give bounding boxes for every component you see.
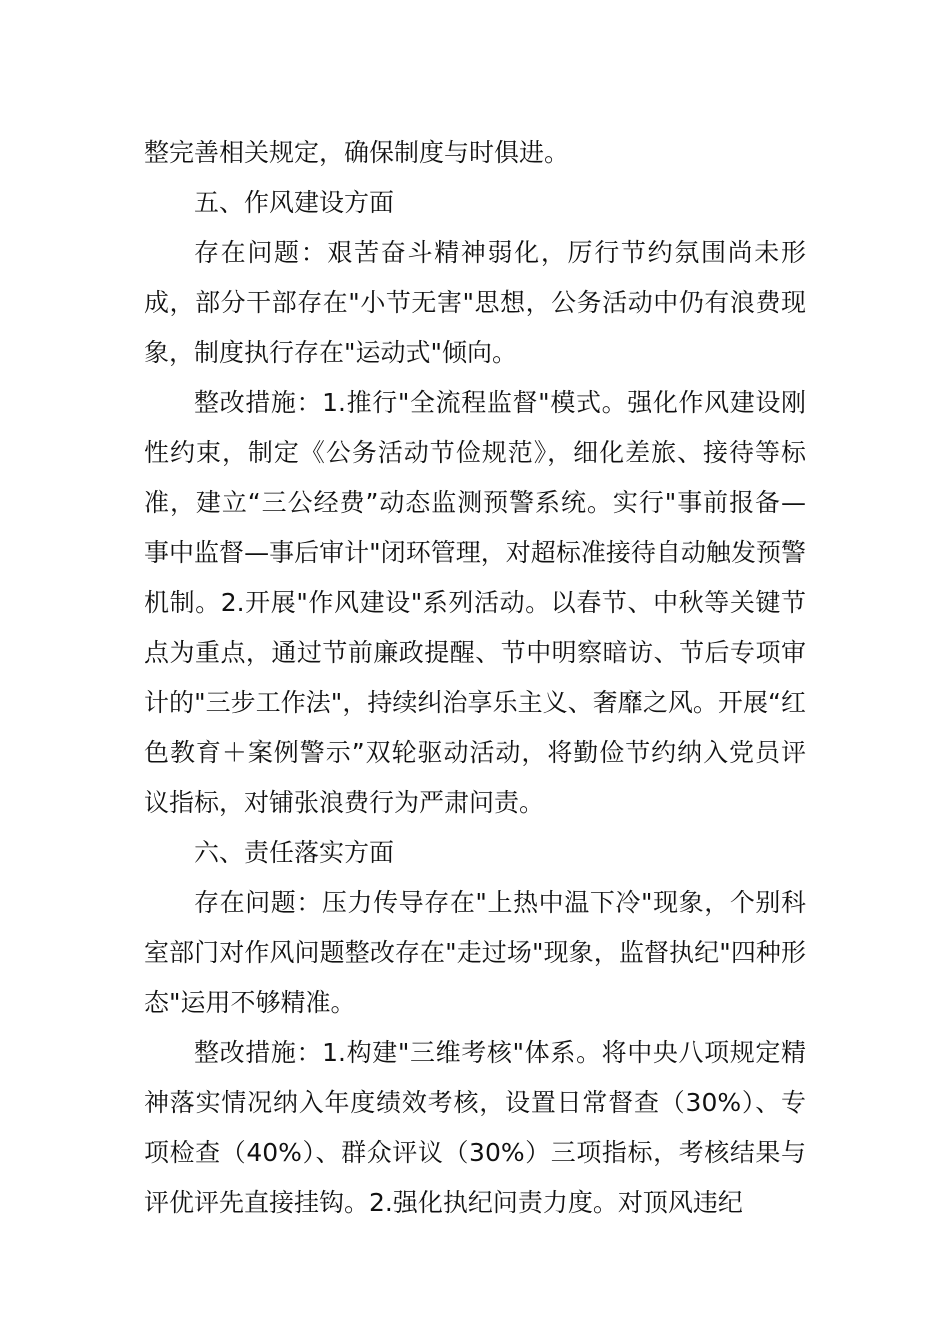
section-heading-responsibility: 六、责任落实方面 [194, 838, 395, 867]
section-heading-work-style: 五、作风建设方面 [194, 188, 395, 217]
paragraph-work-style-measures: 整改措施：1.推行"全流程监督"模式。强化作风建设刚性约束，制定《公务活动节俭规范》，细化差旅、接待等标准，建立“三公经费”动态监测预警系统。实行"事前报备—事中监督—事后审计"闭环管理，对超标准接待自动触发预警机制。2.开展"作风建设"系列活动。以春节、中秋等关键节点为重点，通过节前廉政提醒、节中明察暗访、节后专项审计的"三步工作法"，持续纠治享乐主义、奢靡之风。开展“红色教育＋案例警示”双轮驱动活动，将勤俭节约纳入党员评议指标，对铺张浪费行为严肃问责。 [144, 388, 806, 817]
paragraph-responsibility-problems: 存在问题：压力传导存在"上热中温下冷"现象，个别科室部门对作风问题整改存在"走过场"现象，监督执纪"四种形态"运用不够精准。 [144, 888, 806, 1017]
paragraph-work-style-problems: 存在问题：艰苦奋斗精神弱化，厉行节约氛围尚未形成，部分干部存在"小节无害"思想，公务活动中仍有浪费现象，制度执行存在"运动式"倾向。 [144, 238, 806, 367]
paragraph-continuation: 整完善相关规定，确保制度与时俱进。 [144, 138, 570, 167]
paragraph-responsibility-measures: 整改措施：1.构建"三维考核"体系。将中央八项规定精神落实情况纳入年度绩效考核，设置日常督查（30%）、专项检查（40%）、群众评议（30%）三项指标，考核结果与评优评先直接挂钩。2.强化执纪问责力度。对顶风违纪 [144, 1038, 806, 1217]
document-body [144, 128, 806, 1228]
